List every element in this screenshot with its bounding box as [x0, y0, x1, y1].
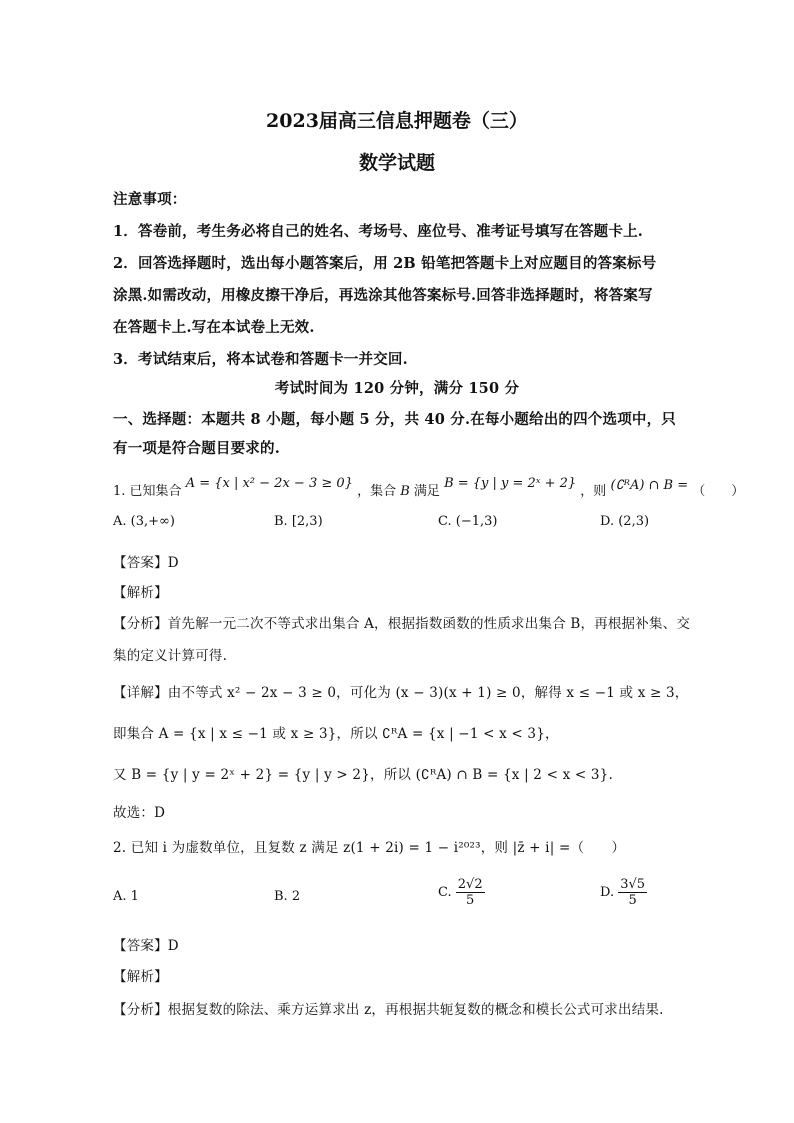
- notice-item-1: 1．答卷前，考生务必将自己的姓名、考场号、座位号、准考证号填写在答题卡上.: [113, 223, 644, 240]
- q1-stem: [113, 476, 745, 499]
- q2-option-c-fraction: [456, 877, 485, 908]
- notice-item-2-line-3: 在答题卡上.写在本试卷上无效.: [113, 319, 315, 336]
- q2-analysis-label: 【解析】: [113, 969, 168, 985]
- q1-answer-paren: （ ）: [692, 484, 745, 499]
- q1-fenxi-line-2: 集的定义计算可得.: [113, 648, 228, 664]
- q2-option-d-fraction: [618, 877, 647, 908]
- q1-analysis-label: 【解析】: [113, 585, 168, 601]
- q2-option-d-denominator: 5: [628, 893, 637, 908]
- section-1-heading-line-1: 一、选择题：本题共 8 小题，每小题 5 分，共 40 分.在每小题给出的四个选项中，只: [113, 411, 676, 428]
- q1-detail-line-1: 【详解】由不等式 x² − 2x − 3 ≥ 0，可化为 (x − 3)(x + 1) ≥ 0，解得 x ≤ −1 或 x ≥ 3，: [113, 685, 689, 701]
- q2-option-d: [600, 877, 647, 908]
- q2-option-a: A. 1: [113, 889, 139, 904]
- q1-detail-line-3: 又 B = {y | y = 2ˣ + 2} = {y | y > 2}，所以 (∁ᴿA) ∩ B = {x | 2 < x < 3}.: [113, 767, 613, 783]
- q1-var-b: B: [400, 484, 410, 499]
- notice-item-2-line-1: 2．回答选择题时，选出每小题答案后，用 2B 铅笔把答题卡上对应题目的答案标号: [113, 255, 657, 272]
- q1-fenxi-line-1: 【分析】首先解一元二次不等式求出集合 A，根据指数函数的性质求出集合 B，再根据补集、交: [113, 616, 691, 632]
- q2-option-c-label: C.: [438, 885, 452, 900]
- q2-stem: 2. 已知 i 为虚数单位，且复数 z 满足 z(1 + 2i) = 1 − i²⁰²³，则 |z̄ + i| =（ ）: [113, 840, 626, 856]
- section-1-heading-line-2: 有一项是符合题目要求的.: [113, 440, 280, 457]
- notice-heading: 注意事项：: [113, 191, 187, 208]
- q2-option-b: B. 2: [274, 889, 301, 904]
- q2-option-d-numerator: 3√5: [620, 877, 646, 892]
- q1-expression: (∁ᴿA) ∩ B =: [610, 478, 689, 493]
- q2-option-c-denominator: 5: [466, 893, 475, 908]
- q1-option-d: D. (2,3): [600, 514, 650, 529]
- q1-choose: 故选：D: [113, 805, 166, 821]
- paper-subtitle: 数学试题: [358, 152, 435, 174]
- q2-fenxi: 【分析】根据复数的除法、乘方运算求出 z，再根据共轭复数的概念和模长公式可求出结果.: [113, 1002, 664, 1018]
- q2-answer: 【答案】D: [113, 938, 179, 954]
- q1-stem-text-a: 1. 已知集合: [113, 484, 182, 499]
- q1-set-a: A = {x | x² − 2x − 3 ≥ 0}: [185, 476, 353, 491]
- q2-option-c-numerator: 2√2: [457, 877, 483, 892]
- q1-answer: 【答案】D: [113, 555, 179, 571]
- exam-info: 考试时间为 120 分钟，满分 150 分: [274, 380, 520, 397]
- q1-option-c: C. (−1,3): [438, 514, 498, 529]
- q1-option-b: B. [2,3): [274, 514, 323, 529]
- notice-item-3: 3．考试结束后，将本试卷和答题卡一并交回.: [113, 351, 408, 368]
- notice-item-2-line-2: 涂黑.如需改动，用橡皮擦干净后，再选涂其他答案标号.回答非选择题时，将答案写: [113, 287, 653, 304]
- q1-set-b: B = {y | y = 2ˣ + 2}: [444, 476, 577, 491]
- q2-option-c: [438, 877, 485, 908]
- q1-stem-text-d: ，则: [580, 484, 607, 499]
- q1-option-a: A. (3,+∞): [113, 514, 175, 529]
- q2-option-d-label: D.: [600, 885, 615, 900]
- q1-stem-text-c: 满足: [413, 484, 440, 499]
- paper-title: 2023届高三信息押题卷（三）: [266, 110, 528, 132]
- q1-stem-text-b: ，集合: [357, 484, 397, 499]
- q1-detail-line-2: 即集合 A = {x | x ≤ −1 或 x ≥ 3}，所以 ∁ᴿA = {x | −1 < x < 3}，: [113, 726, 559, 742]
